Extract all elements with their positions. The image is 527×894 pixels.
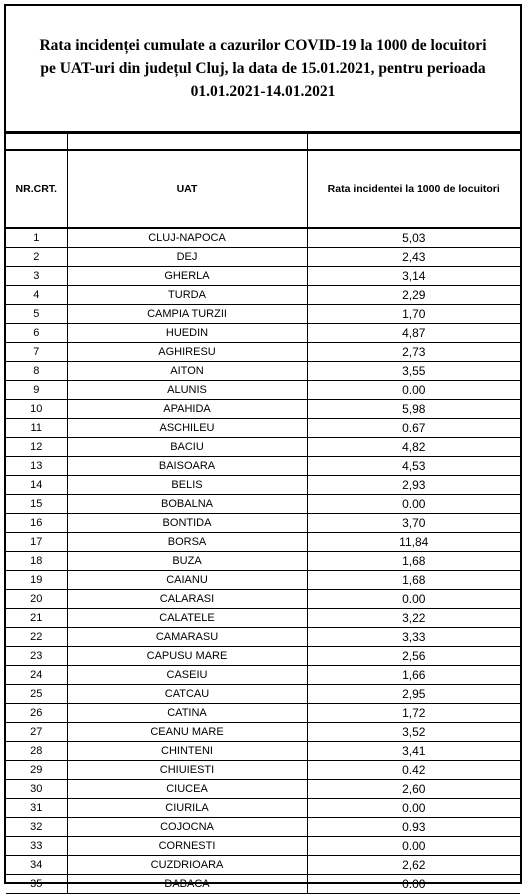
cell-nr: 6 <box>6 324 67 343</box>
cell-nr: 4 <box>6 286 67 305</box>
table-row <box>6 457 520 476</box>
cell-rate: 1,66 <box>307 666 520 685</box>
cell-rate: 0.00 <box>307 799 520 818</box>
table-row <box>6 305 520 324</box>
cell-rate: 0.93 <box>307 818 520 837</box>
table-row <box>6 761 520 780</box>
cell-rate: 3,33 <box>307 628 520 647</box>
cell-nr: 25 <box>6 685 67 704</box>
cell-uat: CIUCEA <box>67 780 307 799</box>
table-row <box>6 228 520 248</box>
cell-uat: AGHIRESU <box>67 343 307 362</box>
cell-uat: CALATELE <box>67 609 307 628</box>
table-row <box>6 647 520 666</box>
cell-uat: CLUJ-NAPOCA <box>67 228 307 248</box>
cell-rate: 1,68 <box>307 552 520 571</box>
cell-rate: 2,73 <box>307 343 520 362</box>
document-title <box>6 6 520 133</box>
cell-nr: 11 <box>6 419 67 438</box>
cell-rate: 3,22 <box>307 609 520 628</box>
table-row <box>6 590 520 609</box>
cell-rate: 2,95 <box>307 685 520 704</box>
header-nr: NR.CRT. <box>6 150 67 228</box>
cell-rate: 0.00 <box>307 875 520 894</box>
table-row <box>6 267 520 286</box>
cell-uat: BUZA <box>67 552 307 571</box>
cell-nr: 33 <box>6 837 67 856</box>
cell-nr: 21 <box>6 609 67 628</box>
spacer-row <box>6 134 520 151</box>
cell-uat: BONTIDA <box>67 514 307 533</box>
cell-rate: 4,82 <box>307 438 520 457</box>
cell-uat: BAISOARA <box>67 457 307 476</box>
cell-uat: DEJ <box>67 248 307 267</box>
table-row <box>6 875 520 894</box>
table-row <box>6 704 520 723</box>
cell-rate: 0.00 <box>307 837 520 856</box>
cell-uat: APAHIDA <box>67 400 307 419</box>
cell-rate: 3,41 <box>307 742 520 761</box>
cell-nr: 2 <box>6 248 67 267</box>
cell-rate: 2,62 <box>307 856 520 875</box>
cell-nr: 16 <box>6 514 67 533</box>
cell-uat: CORNESTI <box>67 837 307 856</box>
cell-nr: 20 <box>6 590 67 609</box>
cell-rate: 0.00 <box>307 590 520 609</box>
cell-nr: 17 <box>6 533 67 552</box>
cell-nr: 1 <box>6 228 67 248</box>
table-row <box>6 666 520 685</box>
cell-uat: CHIUIESTI <box>67 761 307 780</box>
cell-uat: CAPUSU MARE <box>67 647 307 666</box>
cell-rate: 3,14 <box>307 267 520 286</box>
cell-nr: 29 <box>6 761 67 780</box>
cell-nr: 14 <box>6 476 67 495</box>
cell-rate: 4,53 <box>307 457 520 476</box>
cell-rate: 5,98 <box>307 400 520 419</box>
cell-nr: 32 <box>6 818 67 837</box>
cell-uat: ALUNIS <box>67 381 307 400</box>
table-row <box>6 856 520 875</box>
table-row <box>6 495 520 514</box>
cell-rate: 2,60 <box>307 780 520 799</box>
cell-uat: CIURILA <box>67 799 307 818</box>
table-row <box>6 400 520 419</box>
cell-rate: 1,72 <box>307 704 520 723</box>
table-row <box>6 286 520 305</box>
cell-nr: 9 <box>6 381 67 400</box>
cell-rate: 2,93 <box>307 476 520 495</box>
cell-uat: CATINA <box>67 704 307 723</box>
cell-uat: AITON <box>67 362 307 381</box>
cell-nr: 8 <box>6 362 67 381</box>
cell-rate: 2,56 <box>307 647 520 666</box>
table-row <box>6 818 520 837</box>
cell-rate: 0.67 <box>307 419 520 438</box>
table-row <box>6 609 520 628</box>
table-row <box>6 723 520 742</box>
cell-uat: CHINTENI <box>67 742 307 761</box>
table-row <box>6 476 520 495</box>
cell-uat: BORSA <box>67 533 307 552</box>
cell-nr: 27 <box>6 723 67 742</box>
cell-uat: CASEIU <box>67 666 307 685</box>
cell-rate: 3,70 <box>307 514 520 533</box>
cell-uat: BOBALNA <box>67 495 307 514</box>
title-line-2: pe UAT-uri din județul Cluj, la data de 15.01.2021, pentru perioada <box>40 60 486 77</box>
cell-rate: 2,29 <box>307 286 520 305</box>
table-row <box>6 514 520 533</box>
table-row <box>6 742 520 761</box>
cell-uat: DABACA <box>67 875 307 894</box>
table-row <box>6 381 520 400</box>
cell-nr: 30 <box>6 780 67 799</box>
cell-rate: 5,03 <box>307 228 520 248</box>
table-row <box>6 533 520 552</box>
table-row <box>6 438 520 457</box>
table-row <box>6 571 520 590</box>
cell-nr: 35 <box>6 875 67 894</box>
cell-nr: 10 <box>6 400 67 419</box>
table-row <box>6 799 520 818</box>
table-row <box>6 248 520 267</box>
incidence-sheet <box>4 4 522 891</box>
cell-rate: 1,68 <box>307 571 520 590</box>
cell-nr: 18 <box>6 552 67 571</box>
table-row <box>6 419 520 438</box>
cell-nr: 12 <box>6 438 67 457</box>
cell-rate: 4,87 <box>307 324 520 343</box>
cell-nr: 22 <box>6 628 67 647</box>
table-row <box>6 343 520 362</box>
cell-uat: ASCHILEU <box>67 419 307 438</box>
cell-rate: 0.42 <box>307 761 520 780</box>
table-row <box>6 628 520 647</box>
cell-uat: CALARASI <box>67 590 307 609</box>
cell-uat: CUZDRIOARA <box>67 856 307 875</box>
table-row <box>6 324 520 343</box>
table-row <box>6 780 520 799</box>
cell-nr: 23 <box>6 647 67 666</box>
title-line-3: 01.01.2021-14.01.2021 <box>190 83 336 100</box>
cell-rate: 11,84 <box>307 533 520 552</box>
cell-rate: 2,43 <box>307 248 520 267</box>
incidence-table <box>6 133 520 894</box>
header-row <box>6 150 520 228</box>
cell-uat: CAIANU <box>67 571 307 590</box>
cell-rate: 0.00 <box>307 381 520 400</box>
cell-rate: 1,70 <box>307 305 520 324</box>
cell-nr: 7 <box>6 343 67 362</box>
cell-nr: 26 <box>6 704 67 723</box>
cell-uat: BELIS <box>67 476 307 495</box>
cell-nr: 13 <box>6 457 67 476</box>
title-line-1: Rata incidenței cumulate a cazurilor COVID-19 la 1000 de locuitori <box>39 37 487 54</box>
table-row <box>6 837 520 856</box>
cell-uat: CEANU MARE <box>67 723 307 742</box>
cell-nr: 3 <box>6 267 67 286</box>
table-body <box>6 228 520 894</box>
cell-rate: 0.00 <box>307 495 520 514</box>
cell-uat: BACIU <box>67 438 307 457</box>
cell-uat: TURDA <box>67 286 307 305</box>
cell-uat: GHERLA <box>67 267 307 286</box>
cell-nr: 28 <box>6 742 67 761</box>
cell-uat: CAMPIA TURZII <box>67 305 307 324</box>
header-uat: UAT <box>67 150 307 228</box>
cell-rate: 3,52 <box>307 723 520 742</box>
cell-nr: 5 <box>6 305 67 324</box>
cell-uat: COJOCNA <box>67 818 307 837</box>
cell-uat: HUEDIN <box>67 324 307 343</box>
cell-uat: CATCAU <box>67 685 307 704</box>
cell-nr: 31 <box>6 799 67 818</box>
cell-nr: 19 <box>6 571 67 590</box>
cell-nr: 15 <box>6 495 67 514</box>
cell-nr: 24 <box>6 666 67 685</box>
table-row <box>6 685 520 704</box>
cell-nr: 34 <box>6 856 67 875</box>
cell-rate: 3,55 <box>307 362 520 381</box>
header-rate: Rata incidentei la 1000 de locuitori <box>307 150 520 228</box>
table-row <box>6 362 520 381</box>
table-row <box>6 552 520 571</box>
cell-uat: CAMARASU <box>67 628 307 647</box>
